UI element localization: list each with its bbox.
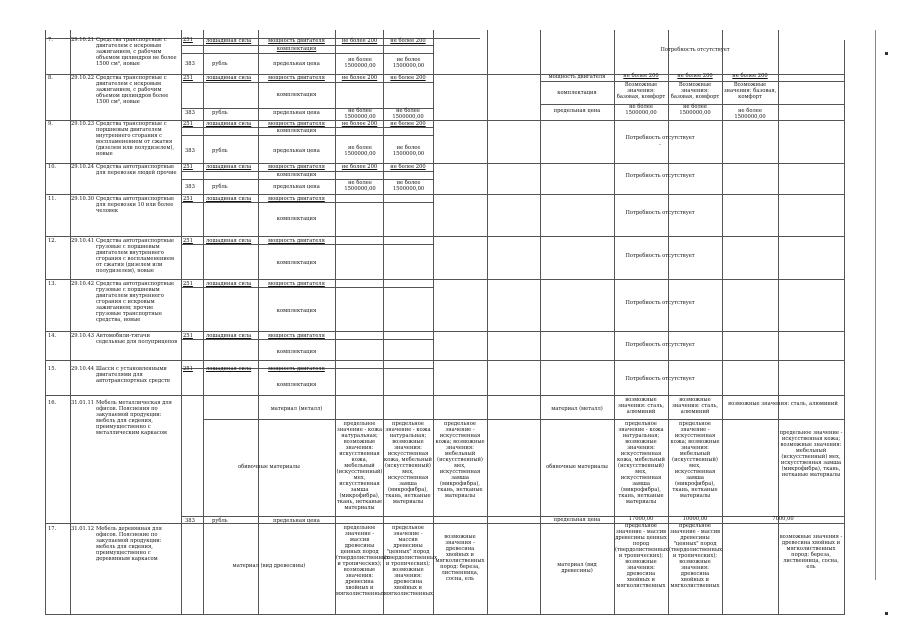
param-value: не более 1500000,00 bbox=[344, 180, 376, 192]
need-text: Потребность отсутствует bbox=[625, 376, 695, 382]
row-name: Средства автотранспортные для перевозки 10 или более человек bbox=[96, 196, 175, 214]
param-name: материал (металл) bbox=[270, 406, 323, 412]
okei-code: 251 bbox=[183, 281, 193, 287]
param-value: не более 200 bbox=[390, 121, 426, 127]
actual-param-value: не более 1500000,00 bbox=[679, 104, 711, 116]
param-value: не более 200 bbox=[341, 75, 378, 81]
grid-line bbox=[258, 30, 259, 614]
okei-code: 251 bbox=[183, 333, 193, 339]
okei-code: 251 bbox=[183, 366, 193, 372]
actual-param-name: предельная цена bbox=[553, 517, 601, 523]
need-text: - bbox=[659, 142, 661, 148]
param-name: комплектация bbox=[276, 172, 317, 178]
row-code: 29.10.21 bbox=[71, 37, 95, 43]
actual-param-value: Возможные значения: базовая, комфорт bbox=[670, 82, 720, 100]
unit-name: лошадиная сила bbox=[206, 281, 252, 287]
actual-param-value: не более 200 bbox=[677, 73, 713, 79]
param-name: мощность двигателя bbox=[268, 164, 325, 170]
row-name: Шасси с установленными двигателями для автотранспортных средств bbox=[96, 366, 170, 384]
actual-param-value: предельное значение - массив древесины ценных пород (твердолиственных и тропических); возможные значения: древесина хвойных и мягколиственных bbox=[615, 523, 669, 589]
unit-name: лошадиная сила bbox=[206, 121, 252, 127]
param-name: мощность двигателя bbox=[268, 38, 325, 44]
param-value: предельное значение - массив древесины ценных пород (твердолиственных и тропических); возможные значения: древесина хвойных и мягколиственных bbox=[336, 525, 390, 597]
actual-param-value: возможные значения - древесина хвойных и мягколиственных пород: береза, лиственница, сосна, ель bbox=[779, 534, 843, 570]
param-name: комплектация bbox=[276, 92, 317, 98]
actual-param-name: обивочные материалы bbox=[546, 464, 608, 470]
okei-code: 251 bbox=[183, 238, 193, 244]
grid-line bbox=[45, 30, 46, 614]
param-name: обивочные материалы bbox=[238, 464, 300, 470]
row-name: Средства транспортные с поршневым двигателем внутреннего сгорания с воспламенением от сжатия (дизелем или полудизелем), новые bbox=[96, 121, 175, 157]
actual-param-name: комплектация bbox=[557, 90, 597, 96]
okei-code: 383 bbox=[185, 61, 195, 67]
row-number: 16. bbox=[48, 400, 57, 406]
param-value: не более 1500000,00 bbox=[344, 145, 376, 157]
param-value: не более 200 bbox=[341, 121, 378, 127]
need-text: Потребность отсутствует bbox=[660, 47, 730, 53]
row-code: 29.10.30 bbox=[71, 196, 95, 202]
row-number: 7. bbox=[48, 37, 53, 43]
param-name: комплектация bbox=[276, 128, 317, 134]
param-name: комплектация bbox=[276, 308, 317, 314]
param-value: предельное значение - искусственная кожа; возможные значения: мебельный (искусственный) мех, искусственная замша (микрофибра), ткань, нетканые материалы bbox=[435, 421, 485, 499]
actual-param-name: мощность двигателя bbox=[548, 74, 606, 80]
param-name: материал (вид древесины) bbox=[232, 563, 306, 569]
param-value: не более 1500000,00 bbox=[392, 145, 425, 157]
param-value: предельное значение - кожа натуральная; возможные значения: искусственная кожа, мебельный (искусственный) мех, искусственная замша (микрофибра), ткань, нетканые материалы bbox=[384, 421, 432, 505]
unit-name: рубль bbox=[212, 184, 228, 190]
param-name: мощность двигателя bbox=[268, 121, 325, 127]
param-value: не более 1500000,00 bbox=[392, 108, 424, 120]
param-name: предельная цена bbox=[273, 148, 320, 154]
row-number: 8. bbox=[48, 75, 53, 81]
unit-name: рубль bbox=[212, 518, 228, 524]
need-text: Потребность отсутствует bbox=[625, 135, 695, 141]
row-code: 29.10.24 bbox=[71, 164, 95, 170]
row-name: Автомобили-тягачи седельные для полуприцепов bbox=[96, 333, 178, 345]
unit-name: лошадиная сила bbox=[206, 333, 252, 339]
param-name: мощность двигателя bbox=[268, 238, 325, 244]
param-name: мощность двигателя bbox=[268, 281, 325, 287]
need-text: Потребность отсутствует bbox=[625, 300, 695, 306]
row-name: Средства транспортные с двигателем с искровым зажиганием, с рабочим объемом цилиндров не более 1500 см³, новые bbox=[96, 37, 177, 67]
actual-param-value: Возможные значения: базовая, комфорт bbox=[723, 82, 777, 100]
unit-name: рубль bbox=[212, 148, 228, 154]
actual-param-value: 17000,00 bbox=[628, 516, 654, 522]
unit-name: рубль bbox=[212, 61, 228, 67]
param-value: не более 1500000,00 bbox=[344, 57, 376, 69]
actual-param-value: не более 200 bbox=[732, 73, 768, 79]
row-name: Средства автотранспортные грузовые с поршневым двигателем внутреннего сгорания с воспламенением от сжатия (дизелем или полудизелем), новые bbox=[96, 238, 175, 274]
grid-line bbox=[844, 40, 845, 614]
need-text: Потребность отсутствует bbox=[625, 210, 695, 216]
actual-param-value: не более 200 bbox=[623, 73, 659, 79]
okei-code: 383 bbox=[185, 518, 195, 524]
actual-param-value: Возможные значения: базовая, комфорт bbox=[616, 82, 666, 100]
okei-code: 251 bbox=[183, 121, 193, 127]
row-number: 10. bbox=[48, 164, 57, 170]
row-number: 12. bbox=[48, 238, 57, 244]
row-name: Мебель металлическая для офисов. Пояснения по закупаемой продукции: мебель для сидения, преимущественно с металлическим каркасом bbox=[96, 400, 172, 436]
param-value: не более 1500000,00 bbox=[392, 180, 425, 192]
param-name: комплектация bbox=[276, 46, 317, 52]
param-name: предельная цена bbox=[273, 184, 320, 190]
row-code: 31.01.11 bbox=[71, 400, 95, 406]
punch-mark bbox=[885, 612, 888, 615]
okei-code: 383 bbox=[185, 110, 195, 116]
row-code: 29.10.44 bbox=[71, 366, 95, 372]
grid-line bbox=[778, 30, 779, 614]
actual-param-value: предельное значение - искусственная кожа; возможные значения: мебельный (искусственный) мех, искусственная замша (микрофибра), ткань, нетканые материалы bbox=[779, 430, 843, 478]
param-value: не более 200 bbox=[341, 38, 378, 44]
param-name: комплектация bbox=[276, 349, 317, 355]
okei-code: 383 bbox=[185, 148, 195, 154]
grid-line bbox=[433, 30, 434, 614]
need-text: Потребность отсутствует bbox=[625, 173, 695, 179]
row-number: 9. bbox=[48, 121, 53, 127]
row-number: 15. bbox=[48, 366, 57, 372]
param-value: предельное значение - массив древесины "ценных" пород (твердолиственных и тропических); возможные значения: древесина хвойных и мягколиственных bbox=[384, 525, 438, 597]
okei-code: 251 bbox=[183, 37, 193, 43]
param-value: не более 200 bbox=[390, 75, 426, 81]
row-number: 11. bbox=[48, 196, 57, 202]
param-value: не более 1500000,00 bbox=[392, 57, 425, 69]
grid-line bbox=[203, 30, 204, 614]
row-number: 17. bbox=[48, 526, 57, 532]
okei-code: 383 bbox=[185, 184, 195, 190]
param-value: не более 200 bbox=[390, 38, 426, 44]
row-code: 29.10.41 bbox=[71, 238, 95, 244]
param-value: не более 1500000,00 bbox=[344, 108, 376, 120]
param-name: комплектация bbox=[276, 260, 317, 266]
row-name: Средства автотранспортные для перевозки людей прочие bbox=[96, 164, 177, 176]
row-name: Средства автотранспортные грузовые с поршневым двигателем внутреннего сгорания с искровым зажиганием; прочие грузовые транспортные средства, новые bbox=[96, 281, 175, 323]
unit-name: рубль bbox=[212, 110, 228, 116]
actual-param-name: материал (вид древесины) bbox=[557, 562, 597, 574]
param-name: предельная цена bbox=[273, 518, 320, 524]
row-name: Средства транспортные с двигателем с искровым зажиганием, с рабочим объемом цилиндров более 1500 см³, новые bbox=[96, 75, 169, 105]
row-code: 29.10.22 bbox=[71, 75, 95, 81]
grid-line bbox=[487, 30, 488, 614]
row-code: 29.10.43 bbox=[71, 333, 95, 339]
need-text: Потребность отсутствует bbox=[625, 253, 695, 259]
unit-name: лошадиная сила bbox=[206, 164, 252, 170]
row-name: Мебель деревянная для офисов. Пояснение по закупаемой продукции: мебель для сидения, преимущественно с деревянным каркасом bbox=[96, 526, 162, 562]
param-name: комплектация bbox=[276, 216, 317, 222]
grid-line bbox=[875, 30, 876, 580]
actual-param-value: предельное значение - искусственная кожа; возможные значения: мебельный (искусственный) мех, искусственная замша (микрофибра), ткань, нетканые материалы bbox=[670, 421, 720, 499]
unit-name: лошадиная сила bbox=[206, 238, 252, 244]
param-name: мощность двигателя bbox=[268, 75, 325, 81]
okei-code: 251 bbox=[183, 164, 193, 170]
punch-mark bbox=[885, 52, 888, 55]
actual-param-value: возможные значения: сталь, алюминий bbox=[617, 397, 665, 415]
row-code: 29.10.23 bbox=[71, 121, 95, 127]
row-code: 31.01.12 bbox=[71, 526, 95, 532]
need-text: Потребность отсутствует bbox=[625, 342, 695, 348]
unit-name: лошадиная сила bbox=[206, 75, 252, 81]
param-name: предельная цена bbox=[273, 61, 320, 67]
param-value: не более 200 bbox=[341, 164, 378, 170]
okei-code: 251 bbox=[183, 196, 193, 202]
grid-line bbox=[540, 30, 541, 614]
actual-param-name: материал (металл) bbox=[551, 406, 603, 412]
param-name: мощность двигателя bbox=[268, 196, 325, 202]
actual-param-value: возможные значения: сталь, алюминий bbox=[728, 401, 838, 407]
actual-param-value: 10000,00 bbox=[682, 516, 708, 522]
actual-param-name: предельная цена bbox=[553, 108, 601, 114]
grid-line bbox=[181, 30, 182, 614]
okei-code: 251 bbox=[183, 75, 193, 81]
row-number: 14. bbox=[48, 333, 57, 339]
param-name: мощность двигателя bbox=[268, 333, 325, 339]
param-name: мощность двигателя bbox=[268, 366, 325, 372]
param-value: предельное значение - кожа натуральная; возможные значения: искусственная кожа, мебельный (искусственный) мех, искусственная замша (микрофибра), ткань, нетканые материалы bbox=[336, 421, 383, 511]
actual-param-value: предельное значение - кожа натуральная; возможные значения: искусственная кожа, мебельный (искусственный) мех, искусственная замша (микрофибра), ткань, нетканые материалы bbox=[617, 421, 665, 505]
unit-name: лошадиная сила bbox=[206, 366, 252, 372]
param-name: комплектация bbox=[276, 382, 317, 388]
actual-param-value: возможные значения: сталь, алюминий bbox=[671, 397, 719, 415]
row-code: 29.10.42 bbox=[71, 281, 95, 287]
unit-name: лошадиная сила bbox=[206, 196, 252, 202]
param-value: не более 200 bbox=[390, 164, 426, 170]
actual-param-value: не более 1500000,00 bbox=[734, 108, 766, 120]
actual-param-value: 7000,00 bbox=[772, 516, 794, 522]
row-number: 13. bbox=[48, 281, 57, 287]
param-name: предельная цена bbox=[273, 110, 320, 116]
param-value: возможные значения - древесина хвойных и мягколиственных пород: береза, лиственница, сосна, ель bbox=[435, 534, 485, 582]
actual-param-value: не более 1500000,00 bbox=[625, 104, 657, 116]
actual-param-value: предельное значение - массив древесины "ценных" пород (твердолиственных и тропических); возможные значения: древесина хвойных и мягколиственных bbox=[669, 523, 723, 589]
unit-name: лошадиная сила bbox=[206, 38, 252, 44]
